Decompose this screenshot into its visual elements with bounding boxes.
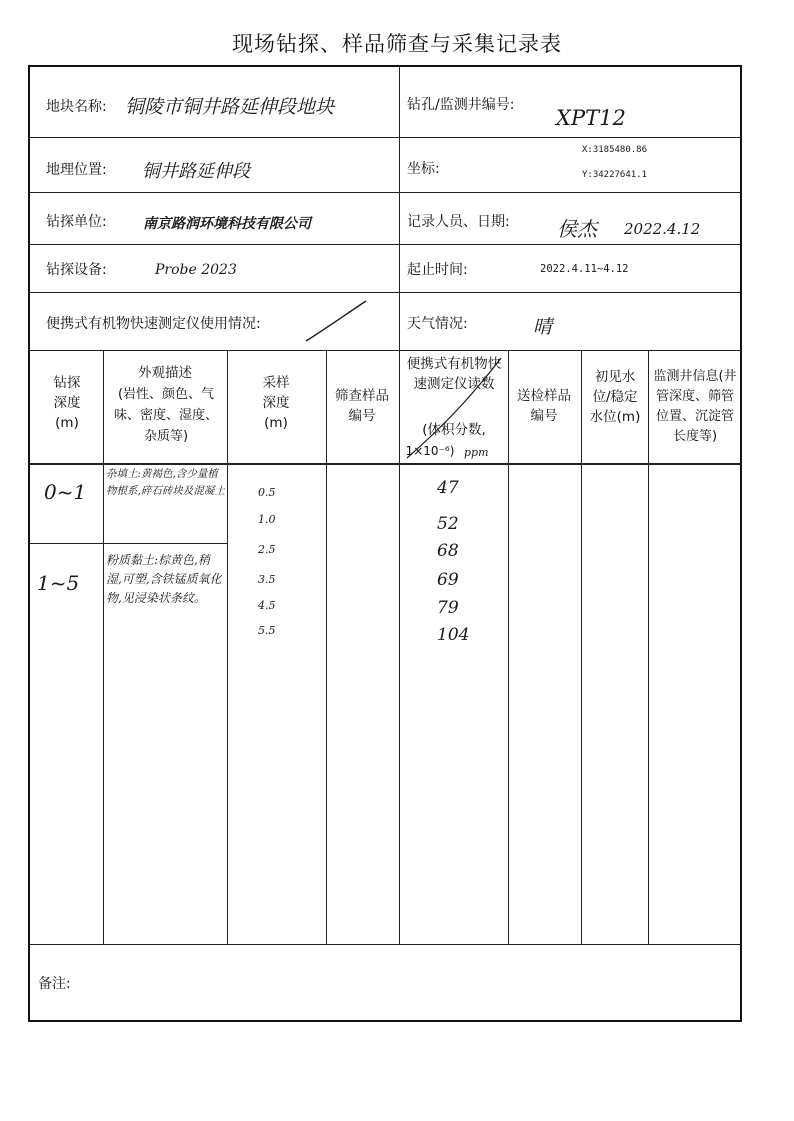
rule-2 — [29, 192, 741, 193]
weather-value: 晴 — [533, 316, 553, 338]
slash-stroke — [306, 301, 366, 341]
pid-reading-5: 79 — [437, 598, 459, 618]
weather-label: 天气情况: — [407, 316, 468, 332]
pid-usage-label: 便携式有机物快速测定仪使用情况: — [46, 316, 261, 332]
col-line-7 — [648, 350, 649, 944]
rule-desc-split — [103, 543, 227, 544]
header-pid-c: 1×10⁻⁶) — [405, 444, 455, 458]
pid-reading-3: 68 — [437, 541, 459, 561]
well-value: XPT12 — [556, 106, 626, 130]
pid-reading-4: 69 — [437, 570, 459, 590]
soil-description-2: 粉质黏土:棕黄色,稍湿,可塑,含铁锰质氧化物,见浸染状条纹。 — [106, 553, 222, 605]
coord-y-value: Y:34227641.1 — [582, 170, 648, 180]
time-label: 起止时间: — [407, 262, 468, 278]
recorder-label: 记录人员、日期: — [407, 214, 510, 230]
sample-depth-6: 5.5 — [258, 624, 276, 637]
unit-value: 南京路润环境科技有限公司 — [143, 216, 311, 232]
sample-depth-2: 1.0 — [258, 513, 276, 526]
col-line-6 — [581, 350, 582, 944]
rule-6 — [29, 463, 741, 465]
sample-depth-5: 4.5 — [258, 599, 276, 612]
header-send-no: 送检样品编号 — [517, 388, 571, 424]
col-line-3 — [326, 350, 327, 944]
depth-interval-2: 1~5 — [37, 571, 80, 595]
header-pid-b: (体积分数, — [422, 422, 486, 438]
page-title: 现场钻探、样品筛查与采集记录表 — [232, 32, 562, 56]
recorder-name: 侯杰 — [557, 217, 597, 241]
pid-reading-1: 47 — [437, 478, 459, 498]
header-pid-a: 便携式有机物快速测定仪读数 — [406, 356, 502, 392]
coord-label: 坐标: — [407, 161, 440, 177]
time-value: 2022.4.11~4.12 — [540, 263, 629, 275]
location-value: 铜井路延伸段 — [142, 161, 250, 182]
header-water: 初见水位/稳定水位(m) — [589, 369, 641, 425]
rule-1 — [29, 137, 741, 138]
rule-3 — [29, 244, 741, 245]
remarks-label: 备注: — [38, 976, 71, 992]
equip-value: Probe 2023 — [155, 262, 237, 278]
location-label: 地理位置: — [46, 162, 107, 178]
plot-label: 地块名称: — [46, 99, 107, 115]
unit-label: 钻探单位: — [46, 214, 107, 230]
info-divider — [399, 66, 400, 350]
pid-reading-6: 104 — [437, 625, 470, 645]
rule-7 — [29, 944, 741, 945]
strike-stroke — [407, 358, 501, 458]
coord-x-value: X:3185480.86 — [582, 145, 648, 155]
pid-unit-note: ppm — [464, 446, 489, 459]
pid-usage-slash — [300, 297, 370, 347]
soil-description-1: 杂填土:黄褐色,含少量植物根系,碎石砖块及混凝土 — [106, 468, 225, 497]
rule-4 — [29, 292, 741, 293]
col-line-1 — [103, 350, 104, 944]
well-label: 钻孔/监测井编号: — [407, 97, 515, 113]
rule-5 — [29, 350, 741, 351]
sample-depth-1: 0.5 — [258, 486, 276, 499]
col-line-2 — [227, 350, 228, 944]
plot-value: 铜陵市铜井路延伸段地块 — [125, 96, 335, 118]
pid-header-strike — [399, 350, 509, 462]
header-well-info: 监测井信息(井管深度、筛管位置、沉淀管长度等) — [653, 369, 737, 444]
sample-depth-4: 3.5 — [258, 573, 276, 586]
header-desc-title: 外观描述 — [138, 365, 192, 381]
pid-reading-2: 52 — [437, 514, 459, 534]
header-desc-detail: (岩性、颜色、气味、密度、湿度、杂质等) — [113, 387, 218, 444]
depth-interval-1: 0~1 — [44, 480, 87, 504]
rule-depth-split — [29, 543, 103, 544]
header-sample-depth: 采样深度(m) — [262, 375, 290, 431]
equip-label: 钻探设备: — [46, 262, 107, 278]
recorder-date: 2022.4.12 — [624, 220, 701, 238]
header-depth: 钻探深度(m) — [53, 375, 81, 431]
header-screen-no: 筛查样品编号 — [335, 388, 389, 424]
sample-depth-3: 2.5 — [258, 543, 276, 556]
